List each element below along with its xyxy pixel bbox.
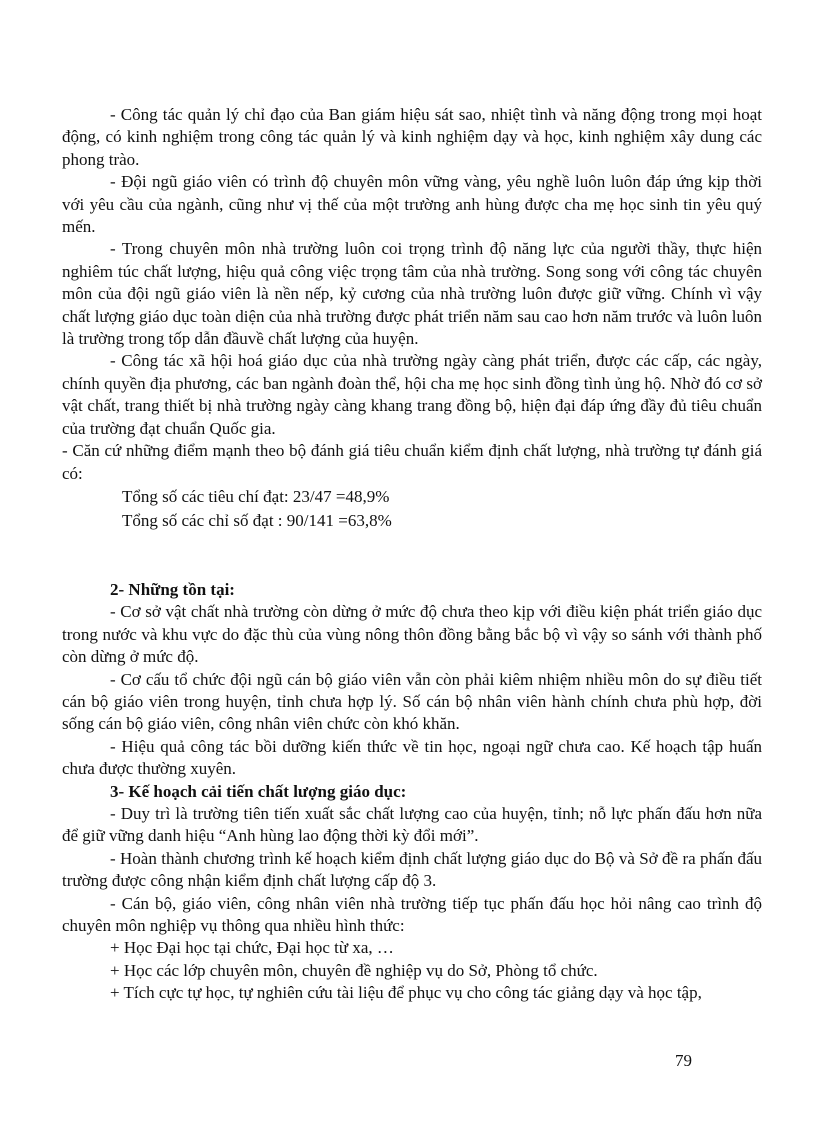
sub-item: + Học Đại học tại chức, Đại học từ xa, … bbox=[110, 938, 394, 958]
paragraph: - Hoàn thành chương trình kế hoạch kiểm định chất lượng giáo dục do Bộ và Sở đề ra phấn đấu trường được công nhận kiểm định chất lượng cấp độ 3. bbox=[62, 848, 762, 891]
stat-line: Tổng số các chỉ số đạt : 90/141 =63,8% bbox=[122, 510, 392, 530]
paragraph: - Cơ sở vật chất nhà trường còn dừng ở mức độ chưa theo kịp với điều kiện phát triển giáo dục trong nước và khu vực do đặc thù của vùng nông thôn đồng bằng bắc bộ vì vậy so sánh với thành phố còn dừng ở mức độ. bbox=[62, 602, 762, 667]
paragraph: - Trong chuyên môn nhà trường luôn coi trọng trình độ năng lực của người thầy, thực hiện nghiêm túc chất lượng, hiệu quả công việc trọng tâm của nhà trường. Song song với công tác chuyên môn của đội ngũ giáo viên là nền nếp, kỷ cương của nhà trường luôn được giữ vững. Chính vì vậy chất lượng giáo dục toàn diện của nhà trường được phát triển năm sau cao hơn năm trước và luôn luôn là trường trong tốp dẫn đầuvề chất lượng của huyện. bbox=[62, 239, 762, 349]
stat-line: Tổng số các tiêu chí đạt: 23/47 =48,9% bbox=[122, 486, 390, 506]
paragraph: - Hiệu quả công tác bồi dưỡng kiến thức về tin học, ngoại ngữ chưa cao. Kế hoạch tập huấn chưa được thường xuyên. bbox=[62, 736, 762, 779]
paragraph: - Cơ cấu tổ chức đội ngũ cán bộ giáo viên vẫn còn phải kiêm nhiệm nhiều môn do sự điều tiết cán bộ giáo viên trong huyện, tỉnh chưa hợp lý. Số cán bộ nhân viên hành chính chưa phù hợp, đời sống cán bộ giáo viên, công nhân viên chức còn khó khăn. bbox=[62, 669, 762, 734]
paragraph: - Cán bộ, giáo viên, công nhân viên nhà trường tiếp tục phấn đấu học hỏi nâng cao trình độ chuyên môn nghiệp vụ thông qua nhiều hình thức: bbox=[62, 893, 762, 935]
page-body bbox=[62, 104, 762, 1005]
section-heading: 3- Kế hoạch cải tiến chất lượng giáo dục: bbox=[110, 781, 407, 801]
paragraph: - Đội ngũ giáo viên có trình độ chuyên môn vững vàng, yêu nghề luôn luôn đáp ứng kịp thời với yêu cầu của ngành, cũng như vị thế của một trường anh hùng được cha mẹ học sinh tin yêu quý mến. bbox=[62, 172, 762, 237]
sub-item: + Tích cực tự học, tự nghiên cứu tài liệu để phục vụ cho công tác giảng dạy và học tập, bbox=[110, 983, 702, 1003]
spacer bbox=[62, 533, 762, 579]
assessment-paragraph: - Căn cứ những điểm mạnh theo bộ đánh giá tiêu chuẩn kiểm định chất lượng, nhà trường tự đánh giá có: bbox=[62, 441, 762, 483]
paragraph: - Công tác quản lý chỉ đạo của Ban giám hiệu sát sao, nhiệt tình và năng động trong mọi hoạt động, có kinh nghiệm trong công tác quản lý và kinh nghiệm dạy và học, kinh nghiệm xây dung các phong trào. bbox=[62, 105, 762, 169]
paragraph: - Duy trì là trường tiên tiến xuất sắc chất lượng cao của huyện, tỉnh; nỗ lực phấn đấu hơn nữa để giữ vững danh hiệu “Anh hùng lao động thời kỳ đổi mới”. bbox=[62, 803, 762, 846]
paragraph: - Công tác xã hội hoá giáo dục của nhà trường ngày càng phát triển, được các cấp, các ngày, chính quyền địa phương, các ban ngành đoàn thể, hội cha mẹ học sinh đồng tình ủng hộ. Nhờ đó cơ sở vật chất, trang thiết bị nhà trường ngày càng khang trang đồng bộ, hiện đại đáp ứng đầy đủ tiêu chuẩn của trường đạt chuẩn Quốc gia. bbox=[62, 351, 762, 438]
sub-item: + Học các lớp chuyên môn, chuyên đề nghiệp vụ do Sở, Phòng tổ chức. bbox=[110, 960, 598, 980]
section-heading: 2- Những tồn tại: bbox=[110, 579, 235, 599]
page-number: 79 bbox=[675, 1051, 692, 1070]
